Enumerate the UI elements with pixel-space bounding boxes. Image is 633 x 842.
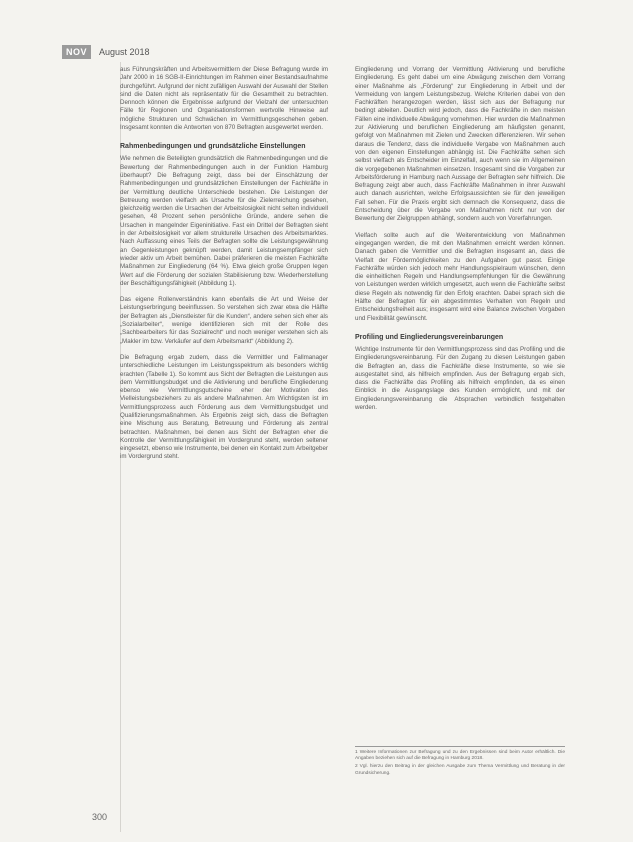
left-column — [120, 66, 328, 470]
footnote: 1 Weitere Informationen zur Befragung und zu den Ergebnissen sind beim Autor erhältlich. Die Angaben beziehen sich auf die Befragung in Hamburg 2018. — [355, 750, 565, 762]
paragraph: Vielfach sollte auch auf die Weiterentwicklung von Maßnahmen eingegangen werden, die mit den Maßnahmen erreicht werden können. Danach gaben die Vermittler und die Befragten insgesamt an, dass die Vielfalt der Fördermöglichkeiten zu den Aufgaben gut passt. Einige Fachkräfte würden sich jedoch mehr Handlungsspielraum wünschen, denn die einheitlichen Regeln und Handlungsempfehlungen für die Gewährung von Leistungen werden wirklich umgesetzt, auch wenn die Fachkräfte selbst diese Regeln als notwendig für den Erfolg erachten. Dabei sprach sich die Hälfte der Befragten für ein abgestimmtes Verhalten von Regeln und Entscheidungsfreiheit aus; insgesamt wird eine Balance zwischen Vorgaben und Flexibilität gewünscht. — [355, 231, 565, 322]
paragraph: Wichtige Instrumente für den Vermittlungsprozess sind das Profiling und die Eingliederungsvereinbarung. Für den Zugang zu diesen Leistungen gaben die Befragten an, dass die Fachkräfte diese Instrumente, so wie sie ausgestaltet sind, als hilfreich empfinden. Aus der Befragung ergab sich, dass die Fachkräfte das Profiling als hilfreich empfinden, da es einen Einblick in die Ausgangslage des Kunden ermöglicht, und mit der Eingliederungsvereinbarung die Absprachen verbindlich festgehalten werden. — [355, 345, 565, 411]
section-heading: Rahmenbedingungen und grundsätzliche Einstellungen — [120, 143, 306, 151]
section-heading: Profiling und Eingliederungsvereinbarungen — [355, 333, 504, 341]
running-header — [62, 44, 150, 60]
footnote: 2 Vgl. hierzu den Beitrag in der gleichen Ausgabe zum Thema Vermittlung und Beratung in der Grundsicherung. — [355, 764, 565, 776]
paragraph: Das eigene Rollenverständnis kann ebenfalls die Art und Weise der Leistungserbringung beeinflussen. So verstehen sich zwar etwa die Hälfte der Befragten als „Dienstleister für die Kunden“, andere sehen sich eher als „Sozialarbeiter“, wenige identifizieren sich mit der Rolle des „Sachbearbeiters für das Sozialrecht“ und noch weniger verstehen sich als „Makler im bzw. Verkäufer auf dem Arbeitsmarkt“ (Abbildung 2). — [120, 296, 328, 345]
paragraph: Die Befragung ergab zudem, dass die Vermittler und Fallmanager unterschiedliche Leistungen im Leistungsspektrum als besonders wichtig erachten (Tabelle 1). So kommt aus Sicht der Befragten die Leistungen aus dem Vermittlungsbudget und die Aktivierung und berufliche Eingliederung ebenso wie Vermittlungsgutscheine eher der Motivation des Vielleistungsbeziehers zu als andere Maßnahmen. Am Wichtigsten ist im Vermittlungsprozess auch Förderung aus dem Vermittlungsbudget und Qualifizierungsmaßnahmen. Als Ergebnis zeigt sich, dass die Befragten eine Mischung aus Beratung, Betreuung und Förderung als zentral betrachten. Maßnahmen, bei denen aus Sicht der Befragten eher die Kontrolle der Vermittlungsfähigkeit im Vordergrund steht, werden seltener eingesetzt, ebenso wie Instrumente, bei denen ein Kontakt zum Arbeitgeber im Vordergrund steht. — [120, 353, 328, 461]
issue-label: August 2018 — [99, 47, 150, 57]
paragraph: aus Führungskräften und Arbeitsvermittlern der Diese Befragung wurde im Jahr 2000 in 16 SGB-II-Einrichtungen im Rahmen einer Bestandsaufnahme durchgeführt. Aufgrund der nicht zufälligen Auswahl der Auswahl der Stellen sind die Daten nicht als repräsentativ für die Gesamtheit zu betrachten. Dennoch können die Ergebnisse aufgrund der Vielzahl der untersuchten Fälle für Regionen und Organisationsformen wertvolle Hinweise auf mögliche Strukturen und Schwächen im Vermittlungsgeschehen geben. Insgesamt konnten die Antworten von 870 Befragten ausgewertet werden. — [120, 66, 328, 132]
journal-badge: NOV — [62, 45, 91, 59]
footnotes — [355, 746, 565, 779]
paragraph: Eingliederung und Vorrang der Vermittlung Aktivierung und berufliche Eingliederung. Es geht dabei um eine Abwägung zwischen dem Vorrang einer Maßnahme als „Förderung“ zur Eingliederung in Arbeit und der Vermeidung von langem Leistungsbezug. Welche Kriterien dabei von den Fachkräften herangezogen werden, lässt sich aus der Befragung nur bedingt ableiten. Deutlich wird jedoch, dass die Fachkräfte in den meisten Fällen eine individuelle Abwägung vornehmen. Hier wurden die Maßnahmen zur Aktivierung und beruflichen Eingliederung am häufigsten genannt, gefolgt von Maßnahmen mit Zielen und Zwecken differenzieren. Wir sehen daraus die Tendenz, dass die individuelle Vergabe von Maßnahmen auch von den eigenen Einstellungen abhängig ist. Die Fachkräfte sehen sich selbst vielfach als Entscheider im Einzelfall, auch wenn sie im Allgemeinen die vorgegebenen Maßnahmen einsetzen. Insgesamt sind die Vorgaben zur Arbeitsförderung in Hamburg nach Aussage der Befragten sehr hilfreich. Die Befragung zeigt aber auch, dass Fachkräfte Maßnahmen in ihrer Auswahl auch danach ausrichten, welche Erfolgsaussichten sie für den jeweiligen Fall sehen. Für die Praxis ergibt sich demnach die Konsequenz, dass die Entscheidung über die Vergabe von Maßnahmen nicht nur von der Bewertung der Zielgruppen abhängt, sondern auch von Vorerfahrungen. — [355, 66, 565, 223]
right-column — [355, 66, 565, 420]
page-number: 300 — [92, 812, 108, 822]
paragraph: Wie nehmen die Beteiligten grundsätzlich die Rahmenbedingungen und die Bewertung der Rahmenbedingungen auch in der Funktion Hamburg überhaupt? Die Befragung zeigt, dass bei der Einschätzung der Rahmenbedingungen und grundsätzlichen Einstellungen der Fachkräfte in der Vermittlung deutliche Unterschiede bestehen. Die Leistungen der Betreuung werden vielfach als Ursache für die Zielerreichung gesehen, gleichzeitig werden die Ursachen der Arbeitslosigkeit nicht selten individuell gesehen, 48 Prozent sehen persönliche Gründe, andere sehen die Ursachen in mangelnder Eigeninitiative. Fast ein Drittel der Befragten sieht in der Arbeitslosigkeit vor allem strukturelle Ursachen des Arbeitsmarktes. Nach Auffassung eines Teils der Befragten sollte die Leistungsgewährung an Gegenleistungen geknüpft werden, damit Leistungsempfänger sich wieder aktiv um Arbeit bemühen. Dabei präferieren die meisten Fachkräfte Maßnahmen zur Eingliederung (64 %). Etwa gleich große Gruppen legen Wert auf die Förderung der sozialen Stabilisierung bzw. Wiederherstellung der Beschäftigungsfähigkeit (Abbildung 1). — [120, 155, 328, 287]
